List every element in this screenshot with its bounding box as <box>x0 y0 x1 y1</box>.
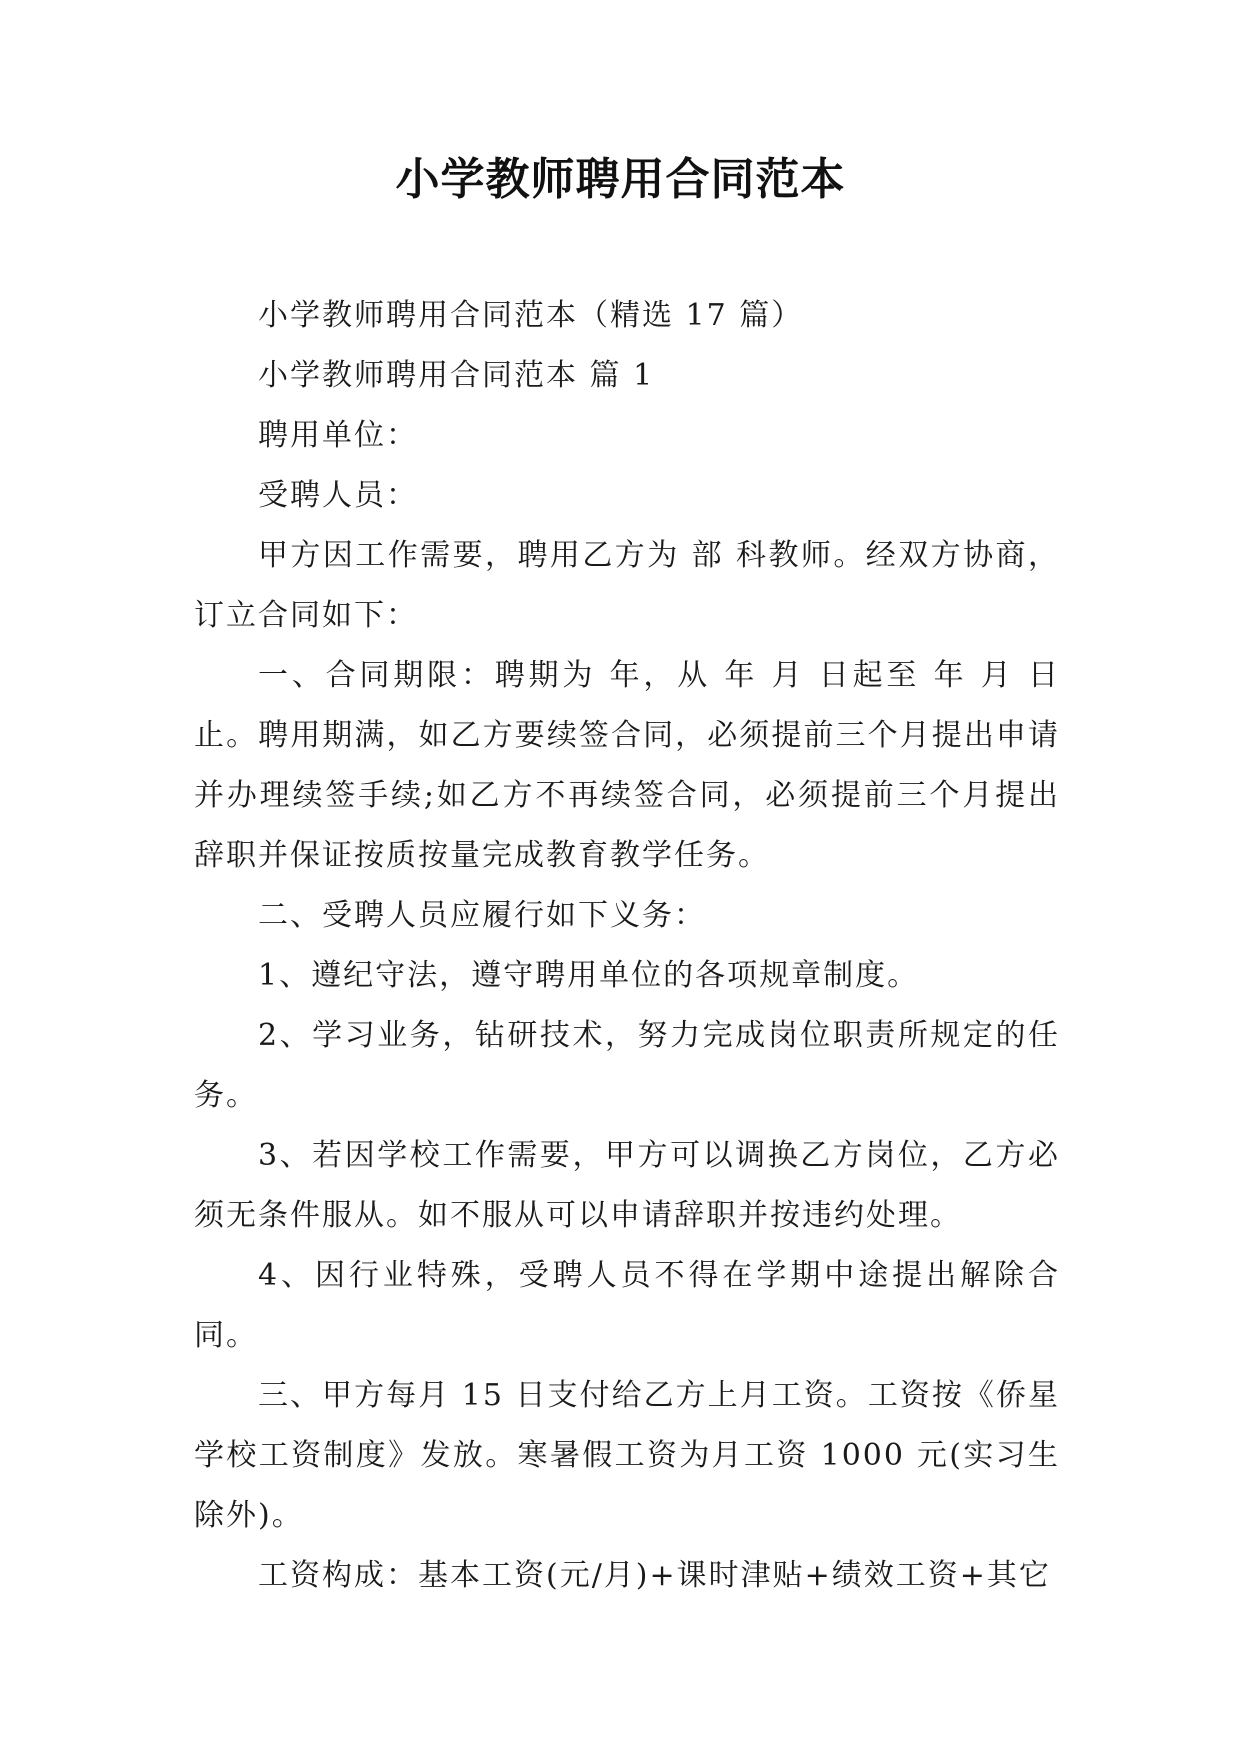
document-title: 小学教师聘用合同范本 <box>395 154 846 205</box>
paragraph-obligation-3: 3、若因学校工作需要，甲方可以调换乙方岗位，乙方必须无条件服从。如不服从可以申请辞职并按违约处理。 <box>194 1138 1060 1233</box>
paragraph-term: 一、合同期限：聘期为 年，从 年 月 日起至 年 月 日止。聘用期满，如乙方要续签合同，必须提前三个月提出申请并办理续签手续;如乙方不再续签合同，必须提前三个月提出辞职并保证按质按量完成教育教学任务。 <box>194 658 1060 873</box>
paragraph-obligation-4: 4、因行业特殊，受聘人员不得在学期中途提出解除合同。 <box>194 1258 1060 1353</box>
paragraph-section-heading: 小学教师聘用合同范本 篇 1 <box>258 358 655 393</box>
paragraph-salary-structure: 工资构成：基本工资(元/月)+课时津贴+绩效工资+其它 <box>258 1558 1051 1593</box>
paragraph-employer: 聘用单位： <box>258 418 418 453</box>
paragraph-obligation-2: 2、学习业务，钻研技术，努力完成岗位职责所规定的任务。 <box>194 1018 1060 1113</box>
paragraph-salary: 三、甲方每月 15 日支付给乙方上月工资。工资按《侨星学校工资制度》发放。寒暑假工资为月工资 1000 元(实习生除外)。 <box>194 1378 1060 1533</box>
paragraph-employee: 受聘人员： <box>258 478 418 513</box>
paragraph-intro: 甲方因工作需要，聘用乙方为 部 科教师。经双方协商，订立合同如下： <box>194 538 1060 633</box>
paragraph-obligation-1: 1、遵纪守法，遵守聘用单位的各项规章制度。 <box>258 958 920 993</box>
paragraph-subtitle: 小学教师聘用合同范本（精选 17 篇） <box>258 298 804 333</box>
paragraph-obligations-heading: 二、受聘人员应履行如下义务： <box>258 898 706 933</box>
document-body <box>194 286 1060 1606</box>
